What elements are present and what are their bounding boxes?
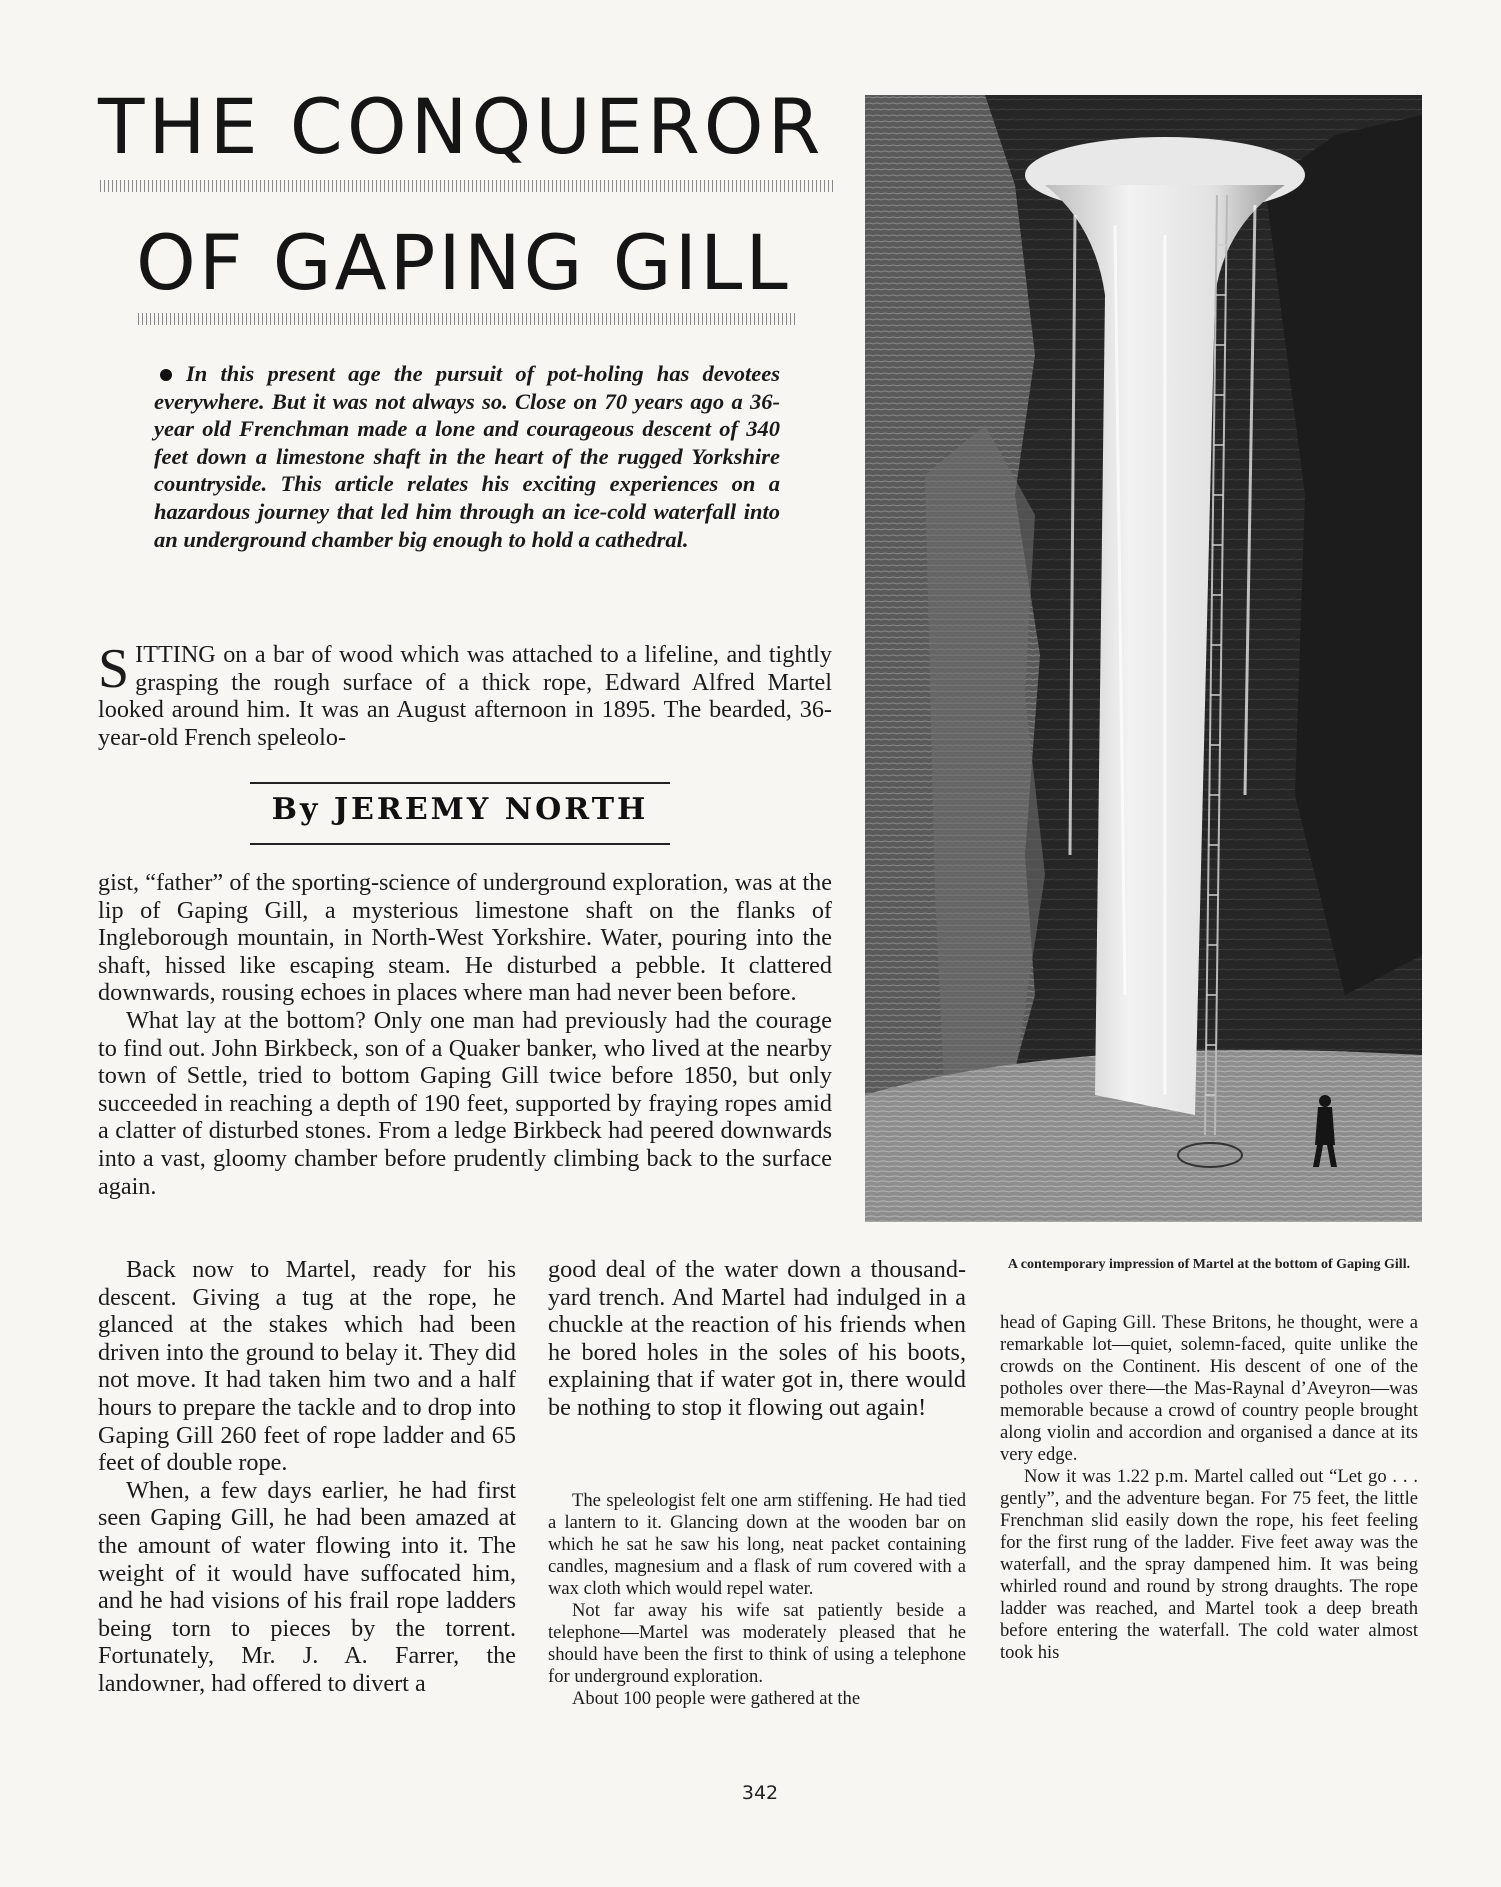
illustration-caption: A contemporary impression of Martel at the bottom of Gaping Gill. [1007, 1257, 1411, 1272]
headline-line-1: THE CONQUEROR [98, 82, 825, 171]
paragraph: Back now to Martel, ready for his descent. Giving a tug at the rope, he glanced at the stakes which had been driven into the ground to belay it. They did not move. It had taken him two and a half hours to prepare the tackle and to drop into Gaping Gill 260 feet of rope ladder and 65 feet of double rope. [98, 1256, 516, 1477]
lead-paragraph [98, 638, 832, 751]
column-2-upper [548, 1256, 966, 1422]
drop-cap: S [98, 638, 130, 700]
bullet-icon [160, 369, 172, 381]
byline: By JEREMY NORTH [271, 792, 649, 827]
column-3 [1000, 1312, 1418, 1664]
byline-rule-bottom [250, 843, 670, 845]
paragraph: What lay at the bottom? Only one man had previously had the courage to find out. John Birkbeck, son of a Quaker banker, who lived at the nearby town of Settle, tried to bottom Gaping Gill twice before 1850, but only succeeded in reaching a depth of 190 feet, supported by fraying ropes amid a clatter of disturbed stones. From a ledge Birkbeck had peered downwards into a vast, gloomy chamber before prudently climbing back to the surface again. [98, 1006, 832, 1200]
paragraph: Not far away his wife sat patiently beside a telephone—Martel was moderately pleased that he should have been the first to think of using a telephone for underground exploration. [548, 1600, 966, 1687]
paragraph: head of Gaping Gill. These Britons, he thought, were a remarkable lot—quiet, solemn-faced, quite unlike the crowds on the Continent. His descent of one of the potholes over there—the Mas-Raynal d’Aveyron—was memorable because a crowd of country people brought along violin and accordion and organised a dance at its very edge. [1000, 1312, 1418, 1465]
continuation-text [98, 869, 832, 1200]
paragraph: gist, “father” of the sporting-science of underground exploration, was at the lip of Gaping Gill, a mysterious limestone shaft on the flanks of Ingleborough mountain, in North-West Yorkshire. Water, pouring into the shaft, hissed like escaping steam. He disturbed a pebble. It clattered downwards, rousing echoes in places where man had never been before. [98, 869, 832, 1007]
headline-line-2: OF GAPING GILL [136, 218, 791, 307]
byline-rule-top [250, 782, 670, 784]
paragraph: good deal of the water down a thousand-yard trench. And Martel had indulged in a chuckle at the reaction of his friends when he bored holes in the soles of his boots, explaining that if water got in, there would be nothing to stop it flowing out again! [548, 1256, 966, 1421]
headline-rule-1 [100, 180, 835, 192]
gaping-gill-illustration [865, 95, 1422, 1222]
lead-text: ITTING on a bar of wood which was attached to a lifeline, and tightly grasping the rough surface of a thick rope, Edward Alfred Martel looked around him. It was an August afternoon in 1895. The bearded, 36-year-old French speleolo- [98, 641, 832, 751]
column-1 [98, 1256, 516, 1698]
paragraph: The speleologist felt one arm stiffening. He had tied a lantern to it. Glancing down at the wooden bar on which he sat he saw his long, neat packet containing candles, magnesium and a flask of rum covered with a wax cloth which would repel water. [548, 1490, 966, 1599]
intro-standfirst [154, 360, 780, 553]
intro-text: In this present age the pursuit of pot-holing has devotees everywhere. But it was not always so. Close on 70 years ago a 36-year old Frenchman made a lone and courageous descent of 340 feet down a limestone shaft in the heart of the rugged Yorkshire countryside. This article relates his exciting experiences on a hazardous journey that led him through an ice-cold waterfall into an underground chamber big enough to hold a cathedral. [154, 361, 780, 552]
page-number: 342 [741, 1782, 779, 1804]
waterfall-engraving [865, 95, 1422, 1222]
paragraph: About 100 people were gathered at the [572, 1688, 861, 1709]
paragraph: Now it was 1.22 p.m. Martel called out “Let go . . . gently”, and the adventure began. For 75 feet, the little Frenchman slid easily down the rope, his feet feeling for the first rung of the ladder. Five feet away was the waterfall, and the spray dampened him. It was being whirled round and round by strong draughts. The rope ladder was reached, and Martel took a deep breath before entering the waterfall. The cold water almost took his [1000, 1466, 1418, 1663]
paragraph: When, a few days earlier, he had first seen Gaping Gill, he had been amazed at the amount of water flowing into it. The weight of it would have suffocated him, and he had visions of his frail rope ladders being torn to pieces by the torrent. Fortunately, Mr. J. A. Farrer, the landowner, had offered to divert a [98, 1476, 516, 1697]
column-2-lower [548, 1490, 966, 1710]
headline-rule-2 [138, 313, 798, 325]
